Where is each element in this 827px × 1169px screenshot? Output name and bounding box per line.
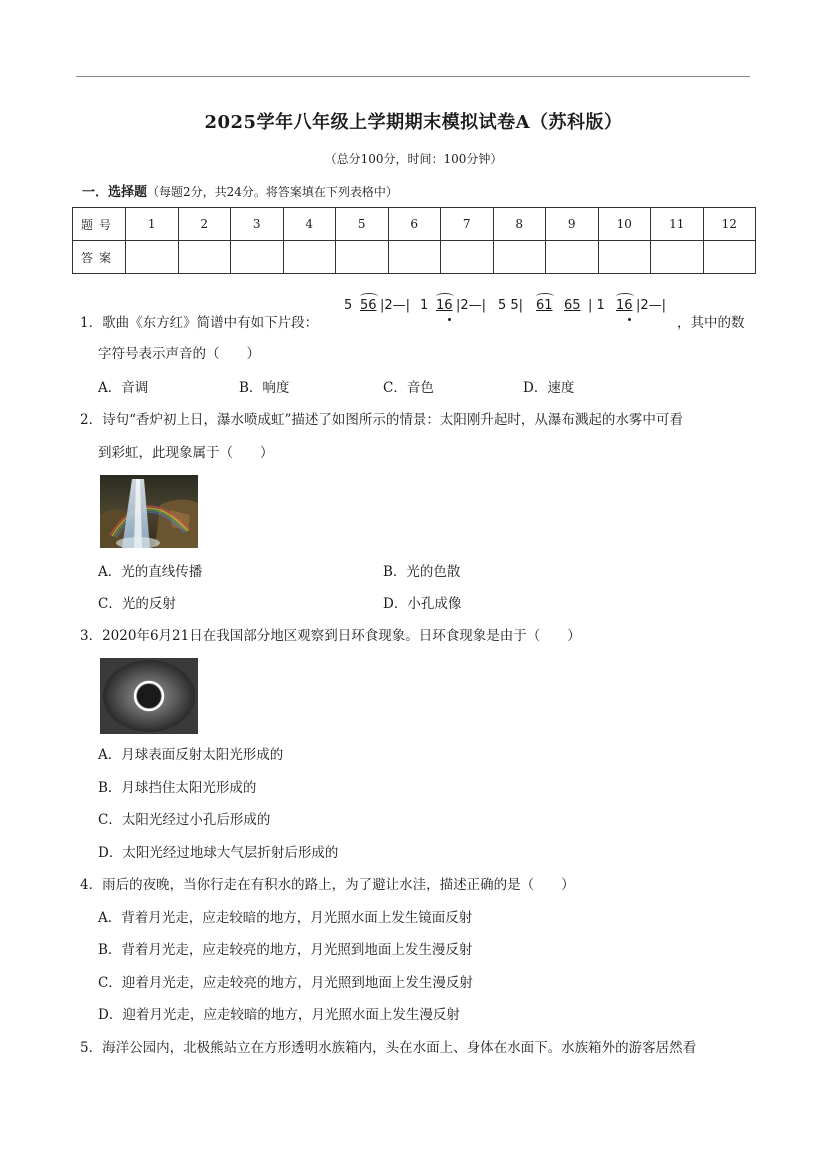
row-label-answer: 答案 [73,241,126,274]
q1-option-b[interactable]: B．响度 [239,380,290,396]
header-rule [76,76,750,77]
answer-cell[interactable] [178,241,231,274]
q4-option-a[interactable]: A．背着月光走，应走较暗的地方，月光照水面上发生镜面反射 [98,910,473,926]
note-group-65: 65 [564,298,581,313]
q2-option-a[interactable]: A．光的直线传播 [98,564,203,580]
question-number-cell: 6 [388,208,441,241]
q3-option-d[interactable]: D．太阳光经过地球大气层折射后形成的 [98,845,339,861]
question-number-cell: 4 [283,208,336,241]
q1-option-d[interactable]: D．速度 [523,380,575,396]
answer-cell[interactable] [598,241,651,274]
answer-cell[interactable] [703,241,756,274]
answer-cell[interactable] [441,241,494,274]
note-group-16: 16 [436,298,453,313]
q1-option-c[interactable]: C．音色 [383,380,434,396]
q2-option-d[interactable]: D．小孔成像 [383,596,462,612]
section-note: （每题2分，共24分。将答案填在下列表格中） [147,185,398,199]
q3-option-a[interactable]: A．月球表面反射太阳光形成的 [98,747,284,763]
q1-stem-line2: 字符号表示声音的（ ） [98,346,260,362]
table-row-numbers [73,208,756,241]
q4-stem: 4．雨后的夜晚，当你行走在有积水的路上，为了避让水洼，描述正确的是（ ） [80,877,575,893]
answer-cell[interactable] [651,241,704,274]
q2-option-c[interactable]: C．光的反射 [98,596,176,612]
tie-arc [536,293,554,300]
note-bar: |2—| [380,298,411,313]
q3-option-b[interactable]: B．月球挡住太阳光形成的 [98,780,257,796]
q4-option-d[interactable]: D．迎着月光走，应走较暗的地方，月光照水面上发生漫反射 [98,1007,460,1023]
table-row-answers [73,241,756,274]
annular-eclipse-photo [100,658,198,734]
q1-option-a[interactable]: A．音调 [98,380,149,396]
q2-stem: 2．诗句“香炉初上日，瀑水喷成虹”描述了如图所示的情景：太阳刚升起时，从瀑布溅起的水雾中可看 [80,412,683,428]
page-title: 2025学年八年级上学期期末模拟试卷A（苏科版） [204,112,623,133]
note-5: 5 [344,298,353,313]
note-group-61: 61 [536,298,553,313]
answer-cell[interactable] [388,241,441,274]
question-number-cell: 9 [546,208,599,241]
note-1: 1 [420,298,429,313]
question-number-cell: 12 [703,208,756,241]
question-number-cell: 2 [178,208,231,241]
q4-option-b[interactable]: B．背着月光走，应走较亮的地方，月光照到地面上发生漫反射 [98,942,473,958]
q4-option-c[interactable]: C．迎着月光走，应走较亮的地方，月光照到地面上发生漫反射 [98,975,473,991]
q1-stem-cont: ，其中的数 [677,315,745,331]
question-number-cell: 10 [598,208,651,241]
waterfall-rainbow-photo [100,475,198,548]
question-number-cell: 1 [126,208,179,241]
q5-stem: 5．海洋公园内，北极熊站立在方形透明水族箱内，头在水面上、身体在水面下。水族箱外的游客居然看 [80,1040,697,1056]
note-bar: |2—| [456,298,487,313]
question-number-cell: 3 [231,208,284,241]
q2-option-b[interactable]: B．光的色散 [383,564,461,580]
page-subtitle: （总分100分，时间：100分钟） [324,152,503,166]
answer-cell[interactable] [126,241,179,274]
question-number-cell: 11 [651,208,704,241]
answer-cell[interactable] [493,241,546,274]
note-1-bar: | 1 [588,298,605,313]
tie-arc [360,293,378,300]
q3-option-c[interactable]: C．太阳光经过小孔后形成的 [98,812,271,828]
note-bar-end: |2—| [636,298,667,313]
answer-table [72,207,756,274]
answer-cell[interactable] [336,241,389,274]
music-notation [340,292,676,332]
q1-stem: 1．歌曲《东方红》简谱中有如下片段： [80,315,319,331]
question-number-cell: 5 [336,208,389,241]
tie-arc [616,293,634,300]
section-title: 一．选择题 [82,185,148,200]
q2-stem-line2: 到彩虹，此现象属于（ ） [98,445,274,461]
note-group-56: 56 [360,298,377,313]
question-number-cell: 7 [441,208,494,241]
low-octave-dot [628,318,631,321]
note-55: 5 5| [498,298,524,313]
note-group-16b: 16 [616,298,633,313]
answer-cell[interactable] [231,241,284,274]
answer-cell[interactable] [283,241,336,274]
row-label-number: 题号 [73,208,126,241]
low-octave-dot [448,318,451,321]
answer-cell[interactable] [546,241,599,274]
tie-arc [436,293,454,300]
question-number-cell: 8 [493,208,546,241]
section-heading [82,181,398,200]
q3-stem: 3．2020年6月21日在我国部分地区观察到日环食现象。日环食现象是由于（ ） [80,628,581,644]
